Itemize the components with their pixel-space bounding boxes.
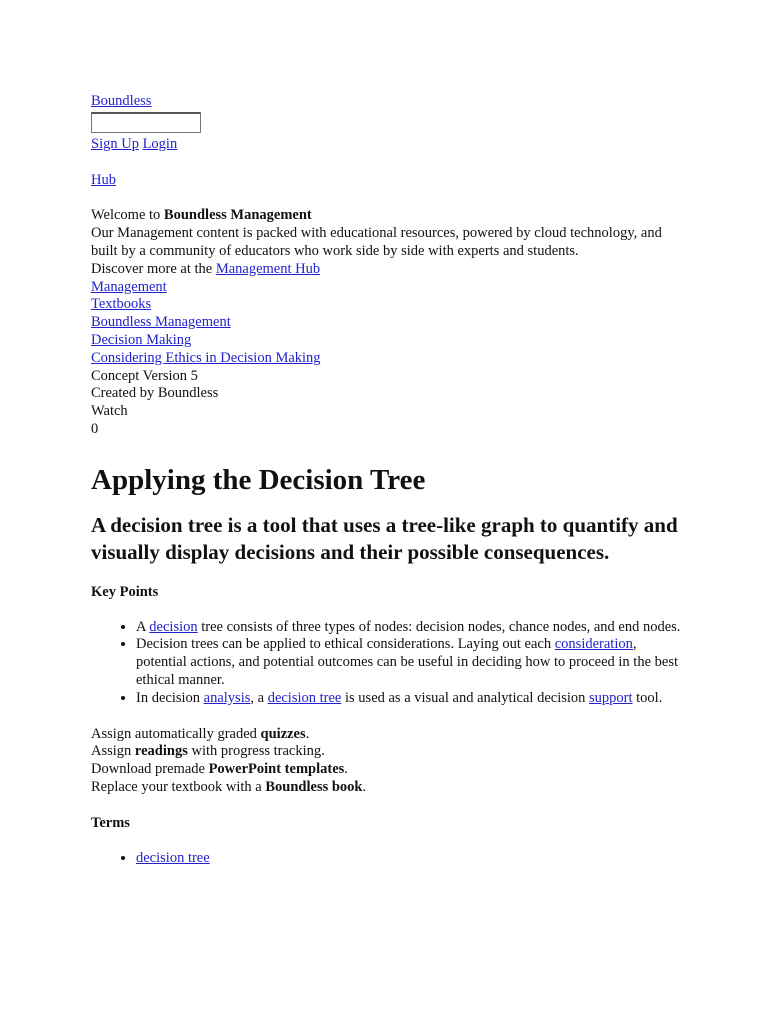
- watch-count: 0: [91, 420, 99, 437]
- search-input[interactable]: [91, 112, 201, 133]
- promo-text: .: [344, 761, 348, 778]
- boundless-home-link[interactable]: Boundless: [91, 93, 152, 109]
- promo-line: [91, 743, 681, 761]
- list-item-text: A: [136, 618, 150, 635]
- key-points-list: [91, 619, 681, 708]
- hub-link[interactable]: Hub: [91, 171, 116, 188]
- signup-link[interactable]: Sign Up: [91, 135, 139, 152]
- list-item: [136, 690, 681, 708]
- page-content: [91, 93, 681, 885]
- list-item-text: , potential actions, and potential outcomes can be useful in deciding how to proceed in the best ethical manner.: [136, 636, 678, 688]
- list-item-text: In decision: [136, 689, 204, 706]
- breadcrumb-considering-ethics[interactable]: Considering Ethics in Decision Making: [91, 349, 321, 366]
- promo-bold: Boundless book: [265, 778, 363, 795]
- promo-text: with progress tracking.: [187, 743, 325, 760]
- promo-line: [91, 779, 681, 797]
- term-link-decision-tree-definition[interactable]: decision tree: [136, 849, 210, 866]
- term-link-decision-tree[interactable]: decision tree: [267, 689, 342, 706]
- promo-text: Assign automatically graded: [91, 725, 261, 742]
- watch-button[interactable]: Watch: [91, 403, 128, 420]
- welcome-block: [91, 207, 681, 278]
- list-item-text: tree consists of three types of nodes: decision nodes, chance nodes, and end nodes.: [197, 618, 681, 635]
- welcome-body: Our Management content is packed with educational resources, powered by cloud technology, and built by a community of educators who work side by side with experts and students.: [91, 225, 662, 259]
- promo-text: .: [305, 725, 310, 742]
- promo-line: [91, 761, 681, 779]
- term-link-support[interactable]: support: [589, 689, 633, 706]
- spacer: [91, 154, 681, 172]
- promo-text: Download premade: [91, 761, 209, 778]
- terms-list: [91, 850, 681, 868]
- term-link-analysis[interactable]: analysis: [203, 689, 251, 706]
- promo-text: .: [362, 778, 367, 795]
- list-item: [136, 636, 681, 689]
- concept-meta: [91, 368, 681, 439]
- list-item-text: is used as a visual and analytical decision: [341, 689, 590, 706]
- promo-text: Replace your textbook with a: [91, 778, 266, 795]
- login-link[interactable]: Login: [142, 135, 178, 152]
- auth-links: [91, 136, 681, 154]
- page-title: Applying the Decision Tree: [91, 463, 426, 496]
- breadcrumb-management[interactable]: Management: [91, 278, 167, 295]
- promo-bold: PowerPoint templates: [208, 761, 345, 778]
- list-item-text: , a: [250, 689, 268, 706]
- concept-version: Concept Version 5: [91, 367, 198, 384]
- welcome-prefix: Welcome to: [91, 207, 164, 224]
- promo-bold: readings: [134, 743, 188, 760]
- term-link-consideration[interactable]: consideration: [554, 636, 633, 653]
- list-item-text: tool.: [632, 689, 663, 706]
- welcome-name: Boundless Management: [163, 207, 312, 224]
- breadcrumb: [91, 279, 681, 368]
- management-hub-link[interactable]: Management Hub: [215, 260, 321, 277]
- breadcrumb-textbooks[interactable]: Textbooks: [91, 296, 152, 313]
- created-by: Created by Boundless: [91, 385, 219, 402]
- list-item-text: Decision trees can be applied to ethical considerations. Laying out each: [136, 636, 555, 653]
- article-summary: A decision tree is a tool that uses a tree-like graph to quantify and visually display decisions and their possible consequences.: [91, 512, 678, 565]
- breadcrumb-boundless-management[interactable]: Boundless Management: [91, 314, 231, 331]
- list-item: [136, 619, 681, 637]
- promo-bold: quizzes: [260, 725, 306, 742]
- assign-promo: [91, 726, 681, 797]
- list-item: [136, 850, 681, 868]
- breadcrumb-decision-making[interactable]: Decision Making: [91, 331, 192, 348]
- promo-text: Assign: [91, 743, 135, 760]
- promo-line: [91, 726, 681, 744]
- term-link-decision[interactable]: decision: [149, 618, 198, 635]
- key-points-title: Key Points: [91, 583, 159, 600]
- spacer: [91, 189, 681, 207]
- discover-prefix: Discover more at the: [91, 260, 216, 277]
- terms-title: Terms: [91, 814, 130, 831]
